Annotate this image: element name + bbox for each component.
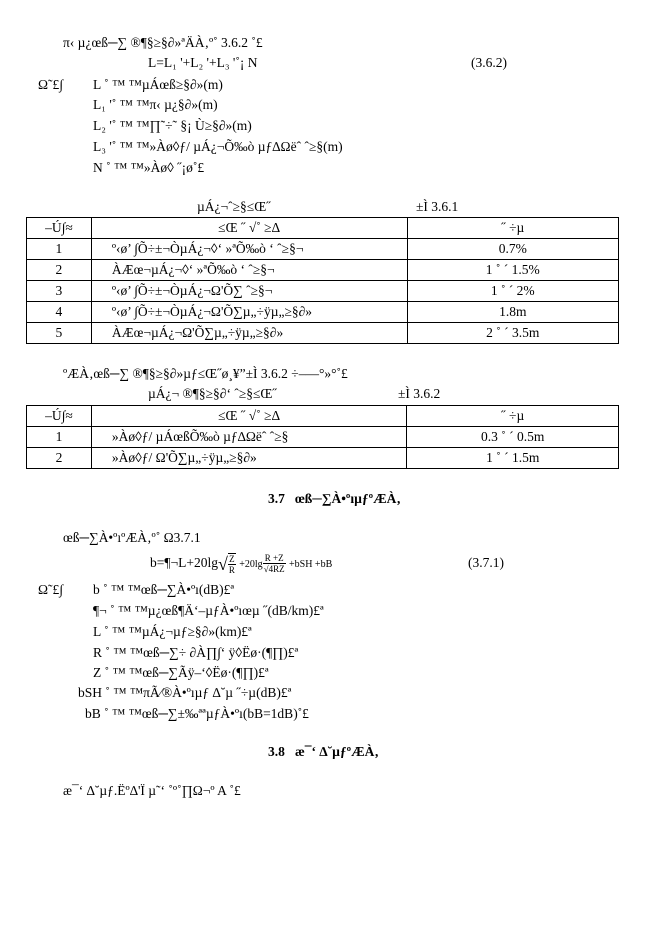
table-cell: 1.8m: [407, 302, 618, 323]
formula-371: [150, 548, 332, 578]
header-cell: –Ú∫≈: [27, 406, 92, 427]
intro-371: œß─∑À•ºıºÆÀ‚º˚ Ω3.7.1: [63, 530, 201, 545]
table-cell: 4: [27, 302, 92, 323]
definition-line: Z ˚ ™ ™œß─∑Ãÿ–‘◊Ëø·(¶∏)£ª: [93, 665, 269, 680]
table-row: [27, 302, 619, 323]
table-row: [27, 323, 619, 344]
table-cell: 1 ˚ ´ 1.5m: [407, 448, 619, 469]
table1-title: µÁ¿¬ˆ≥§≤Œ˝: [197, 199, 271, 214]
table-row: [27, 239, 619, 260]
sqrt-symbol: √: [217, 553, 228, 574]
table-header-row: [27, 406, 619, 427]
frac-numerator: R +Z: [263, 553, 286, 564]
definition-line: bB ˚ ™ ™œß─∑±‰ªªµƒÀ•ºı(bB=1dB)˚£: [85, 706, 309, 721]
section-3-8-heading: [268, 744, 379, 760]
table-header-row: [27, 218, 619, 239]
where-label: Ω˜£∫: [38, 77, 63, 92]
table-cell: º‹ø’ ∫Õ÷±¬ÒµÁ¿¬◊‘ »ªÕ‰ò ‘ ˆ≥§¬: [91, 239, 407, 260]
section-title: æ¯‘ ∆˘µƒºÆÀ‚: [295, 744, 379, 759]
section2-line: ºÆÀ‚œß─∑ ®¶§≥§∂»µƒ≤Œ˝ø¸¥”±Ì 3.6.2 ÷–—°»°˚£: [63, 366, 348, 381]
header-cell: –Ú∫≈: [27, 218, 92, 239]
table-cell: 1: [27, 239, 92, 260]
table-cell: »Àø◊ƒ/ µÁœßÕ‰ò µƒ∆Ωëˆ ˆ≥§: [91, 427, 407, 448]
table-row: [27, 427, 619, 448]
definition-line: ¶¬ ˚ ™ ™µ¿œß¶Ä‘–µƒÀ•ºıœµ ˝(dB/km)£ª: [93, 603, 324, 618]
table2-title: µÁ¿¬ ®¶§≥§∂‘ ˆ≥§≤Œ˝: [148, 386, 277, 401]
table-cell: 0.3 ˚ ´ 0.5m: [407, 427, 619, 448]
formula-suffix: +bSH +bB: [289, 559, 333, 570]
table-cell: º‹ø’ ∫Õ÷±¬ÒµÁ¿¬Ω'Õ∑ ˆ≥§¬: [91, 281, 407, 302]
header-cell: ≤Œ ˝ √˚ ≥Δ: [91, 406, 407, 427]
table1-label: ±Ì 3.6.1: [416, 199, 459, 214]
table-cell: 1 ˚ ´ 2%: [407, 281, 618, 302]
table2-label: ±Ì 3.6.2: [398, 386, 441, 401]
header-cell: ˝ ÷µ: [407, 406, 619, 427]
table-row: [27, 281, 619, 302]
table-cell: 2 ˚ ´ 3.5m: [407, 323, 618, 344]
table-cell: 1: [27, 427, 92, 448]
table-cell: º‹ø’ ∫Õ÷±¬ÒµÁ¿¬Ω'Õ∑µ„÷ÿµ„≥§∂»: [91, 302, 407, 323]
frac-denominator: √4RZ: [263, 564, 285, 575]
table-cell: 5: [27, 323, 92, 344]
definition-line: L₂ '˚ ™ ™∏˜÷˜ §¡ Ù≥§∂»(m): [93, 118, 252, 133]
header-cell: ˝ ÷µ: [407, 218, 618, 239]
definition-line: L₁ '˚ ™ ™π‹ µ¿§∂»(m): [93, 97, 218, 112]
sqrt-denominator: R: [228, 564, 235, 575]
table-cell: 2: [27, 260, 92, 281]
definition-line: L₃ '˚ ™ ™»Àø◊ƒ/ µÁ¿¬Õ‰ò µƒ∆Ωëˆ ˆ≥§(m): [93, 139, 343, 154]
formula-prefix: b=¶¬L+20lg: [150, 555, 218, 570]
table-362: [26, 405, 619, 469]
table-row: [27, 260, 619, 281]
sqrt-fraction: [228, 553, 236, 575]
sqrt-numerator: Z: [229, 553, 235, 564]
formula-mid: +20lg: [239, 559, 263, 570]
definition-line: bSH ˚ ™ ™πÃ⁄®À•ºıµƒ ∆˘µ ˝÷µ(dB)£ª: [78, 685, 292, 700]
table-cell: 2: [27, 448, 92, 469]
section-title: œß─∑À•ºıµƒºÆÀ‚: [295, 491, 401, 506]
formula-371-number: (3.7.1): [468, 555, 504, 570]
table-row: [27, 448, 619, 469]
formula-362-number: (3.6.2): [471, 55, 507, 70]
where-label-2: Ω˜£∫: [38, 582, 63, 597]
formula-362: L=L₁ '+L₂ '+L₃ '˚¡ N: [148, 55, 258, 70]
table-361: [26, 217, 619, 344]
definition-line: b ˚ ™ ™œß─∑À•ºı(dB)£ª: [93, 582, 235, 597]
section-number: 3.7: [268, 491, 285, 506]
table-cell: ÀÆœ¬µÁ¿¬Ω'Õ∑µ„÷ÿµ„≥§∂»: [91, 323, 407, 344]
intro-line: π‹ µ¿œß─∑ ®¶§≥§∂»ªÄÀ‚º˚ 3.6.2 ˚£: [63, 35, 263, 50]
section-3-7-heading: [268, 491, 401, 507]
table-cell: 0.7%: [407, 239, 618, 260]
definition-line: N ˚ ™ ™»Àø◊ ˝¡ø˚£: [93, 160, 205, 175]
header-cell: ≤Œ ˝ √˚ ≥Δ: [91, 218, 407, 239]
table-cell: 3: [27, 281, 92, 302]
table-cell: »Àø◊ƒ/ Ω'Õ∑µ„÷ÿµ„≥§∂»: [91, 448, 407, 469]
definition-line: L ˚ ™ ™µÁ¿¬µƒ≥§∂»(km)£ª: [93, 624, 252, 639]
section-number: 3.8: [268, 744, 285, 759]
definition-line: L ˚ ™ ™µÁœß≥§∂»(m): [93, 77, 223, 92]
final-line: æ¯‘ ∆˘µƒ.Ëº∆'Ï µ˜‘ ˚º˚∏Ω¬º A ˚£: [63, 783, 241, 798]
definition-line: R ˚ ™ ™œß─∑÷ ∂À∏∫‘ ÿ◊Ëø·(¶∏)£ª: [93, 645, 299, 660]
log-fraction: [263, 553, 286, 574]
table-cell: 1 ˚ ´ 1.5%: [407, 260, 618, 281]
table-cell: ÀÆœ¬µÁ¿¬◊‘ »ªÕ‰ò ‘ ˆ≥§¬: [91, 260, 407, 281]
